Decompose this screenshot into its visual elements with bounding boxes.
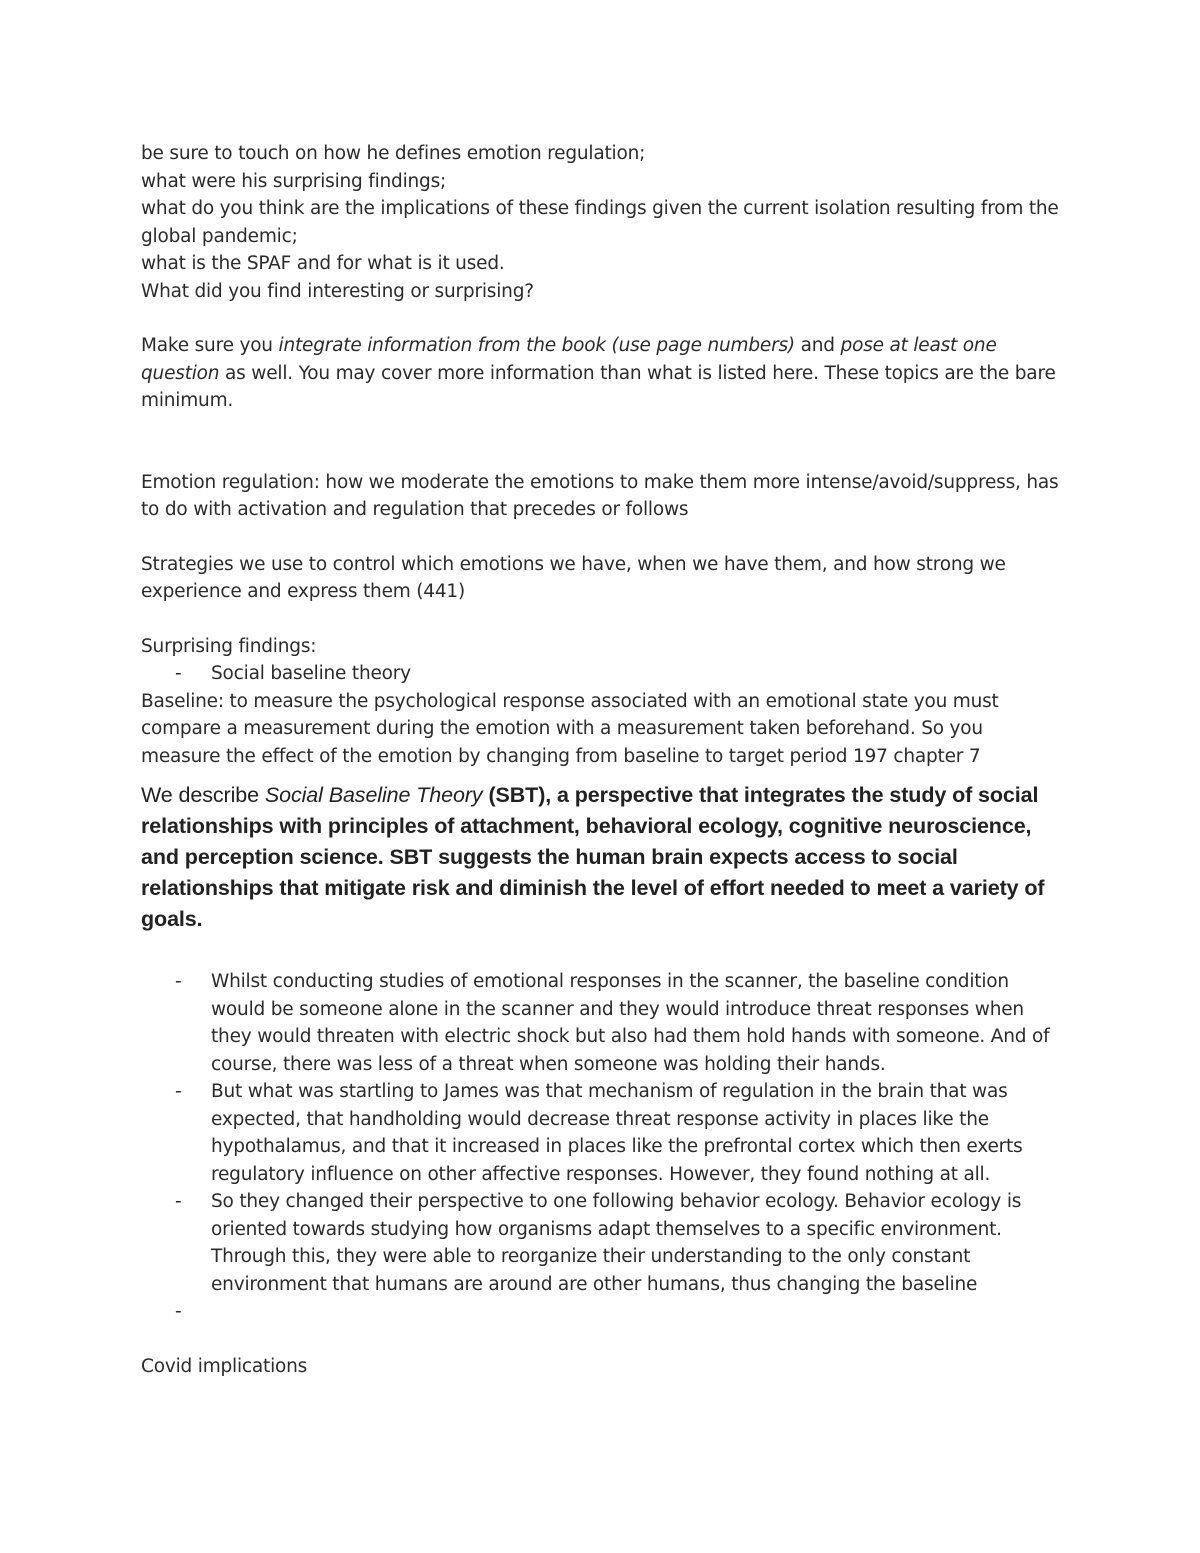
quote-text: (SBT), a perspective that integrates the study of social relationships with principles of attachment, behavioral ecology, cognitive neuroscience, and perception science. SBT suggests the human brain expects access to social relationships that mitigate risk and diminish the level of effort needed to meet a variety of goals. [141, 783, 1045, 931]
list-item-text: Whilst conducting studies of emotional responses in the scanner, the baseline condition would be someone alone in the scanner and they would introduce threat responses when they would threaten with electric shock but also had them hold hands with someone. And of course, there was less of a threat when someone was holding their hands. [211, 971, 1050, 1075]
list-item [141, 660, 1061, 688]
prompt-line: what do you think are the implications of these findings given the current isolation resulting from the global pandemic; [141, 198, 1059, 247]
quote-emphasis: Social Baseline Theory [264, 783, 483, 807]
dash-bullet: - [175, 1301, 182, 1322]
prompt-line: What did you find interesting or surprising? [141, 280, 534, 302]
emotion-regulation-definition: Emotion regulation: how we moderate the emotions to make them more intense/avoid/suppress, has to do with activation and regulation that precedes or follows [141, 471, 1059, 520]
surprising-findings-list [141, 660, 1061, 688]
list-item-text: So they changed their perspective to one following behavior ecology. Behavior ecology is oriented towards studying how organisms adapt themselves to a specific environment. Through this, they were able to reorganize their understanding to the only constant environment that humans are around are other humans, thus changing the baseline [211, 1191, 1022, 1295]
dash-bullet: - [175, 1081, 182, 1102]
prompt-line: what is the SPAF and for what is it used. [141, 253, 505, 274]
list-item-text: But what was startling to James was that mechanism of regulation in the brain that was expected, that handholding would decrease threat response activity in places like the hypothalamus, and that it increased in places like the prefrontal cortex which then exerts regulatory influence on other affective responses. However, they found nothing at all. [211, 1081, 1023, 1185]
list-item [141, 1188, 1061, 1298]
strategies-definition: Strategies we use to control which emotions we have, when we have them, and how strong we experience and express them (441) [141, 553, 1006, 602]
instruction-text: as well. You may cover more information than what is listed here. These topics are the bare minimum. [141, 362, 1056, 411]
baseline-definition: Baseline: to measure the psychological response associated with an emotional state you must compare a measurement during the emotion with a measurement taken beforehand. So you measure the effect of the emotion by changing from baseline to target period 197 chapter 7 [141, 690, 999, 767]
document-page [141, 140, 1061, 1380]
list-item [141, 1078, 1061, 1188]
instruction-paragraph [141, 332, 1061, 415]
dash-bullet: - [175, 663, 182, 684]
assignment-prompts [141, 140, 1061, 305]
instruction-emphasis: pose at least one question [141, 335, 997, 384]
instruction-text: Make sure you [141, 335, 279, 356]
covid-implications-heading: Covid implications [141, 1355, 308, 1377]
dash-bullet: - [175, 1191, 182, 1212]
surprising-findings-heading: Surprising findings: [141, 635, 317, 657]
list-item [141, 968, 1061, 1078]
dash-bullet: - [175, 971, 182, 992]
prompt-line: what were his surprising findings; [141, 170, 447, 192]
list-item-text: Social baseline theory [211, 663, 411, 684]
instruction-emphasis: integrate information from the book (use page numbers) [278, 335, 795, 356]
instruction-text: and [794, 335, 841, 356]
quote-text: We describe [141, 783, 265, 807]
sbt-quote [141, 780, 1061, 935]
findings-list [141, 968, 1061, 1326]
list-item [141, 1298, 1061, 1326]
prompt-line: be sure to touch on how he defines emotion regulation; [141, 143, 646, 164]
